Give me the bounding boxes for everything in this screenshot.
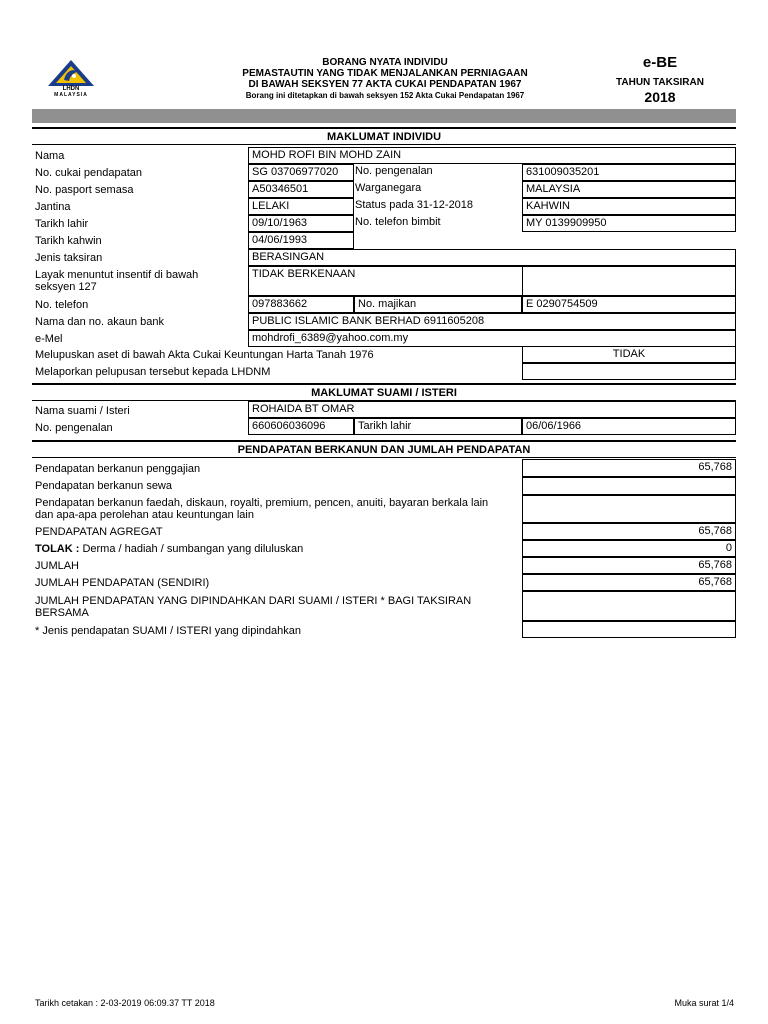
income-label-tolak	[35, 543, 303, 555]
income-value	[522, 477, 736, 495]
income-value: 65,768	[522, 557, 736, 574]
field-lapor	[522, 363, 736, 380]
income-label: Pendapatan berkanun penggajian	[35, 463, 201, 475]
logo-text: LHDN	[62, 86, 80, 92]
field-bank: PUBLIC ISLAMIC BANK BERHAD 6911605208	[248, 313, 736, 330]
label-pengenalan-suami: No. pengenalan	[35, 422, 113, 434]
field-status: KAHWIN	[522, 198, 736, 215]
section-title-suami: MAKLUMAT SUAMI / ISTERI	[311, 387, 457, 399]
income-label-2: BERSAMA	[35, 607, 89, 619]
income-label: * Jenis pendapatan SUAMI / ISTERI yang dipindahkan	[35, 625, 301, 637]
field-lahir: 09/10/1963	[248, 215, 354, 232]
label-bank: Nama dan no. akaun bank	[35, 316, 165, 328]
form-subtitle-2: DI BAWAH SEKSYEN 77 AKTA CUKAI PENDAPATAN 1967	[248, 79, 522, 90]
label-warganegara: Warganegara	[355, 182, 422, 194]
year-label: TAHUN TAKSIRAN	[616, 77, 704, 88]
income-value: 65,768	[522, 523, 736, 540]
label-emel: e-Mel	[35, 333, 63, 345]
income-label: PENDAPATAN AGREGAT	[35, 526, 163, 538]
field-pasport: A50346501	[248, 181, 354, 198]
field-lahir-suami: 06/06/1966	[522, 418, 736, 435]
label-telefon: No. telefon	[35, 299, 89, 311]
print-date: Tarikh cetakan : 2-03-2019 06:09.37 TT 2018	[35, 998, 215, 1008]
field-telefon: 097883662	[248, 296, 354, 313]
section-rule	[32, 144, 736, 145]
label-nama: Nama	[35, 150, 65, 162]
field-cukai: SG 03706977020	[248, 164, 354, 181]
assessment-year: 2018	[644, 89, 676, 105]
section-rule	[32, 440, 736, 442]
income-value	[522, 621, 736, 638]
income-value	[522, 495, 736, 523]
field-majikan: E 0290754509	[522, 296, 736, 313]
field-pengenalan-suami: 660606036096	[248, 418, 354, 435]
income-label-2: dan apa-apa perolehan atau keuntungan lain	[35, 509, 254, 521]
field-nama: MOHD ROFI BIN MOHD ZAIN	[248, 147, 736, 164]
label-pengenalan: No. pengenalan	[355, 165, 433, 177]
field-aset: TIDAK	[522, 346, 736, 363]
section-rule	[32, 127, 736, 129]
field-bimbit: MY 0139909950	[522, 215, 736, 232]
field-taksiran: BERASINGAN	[248, 249, 736, 266]
income-label: Pendapatan berkanun sewa	[35, 480, 172, 492]
income-label: Pendapatan berkanun faedah, diskaun, royalti, premium, pencen, anuiti, bayaran berkala lain	[35, 497, 489, 509]
label-bimbit: No. telefon bimbit	[355, 216, 441, 228]
label-insentif-2: seksyen 127	[35, 281, 97, 293]
field-insentif: TIDAK BERKENAAN	[248, 266, 736, 296]
income-label: JUMLAH PENDAPATAN (SENDIRI)	[35, 577, 210, 589]
label-lahir-suami: Tarikh lahir	[354, 418, 522, 435]
label-status: Status pada 31-12-2018	[355, 199, 474, 211]
divider	[522, 266, 523, 296]
section-title-individu: MAKLUMAT INDIVIDU	[326, 131, 442, 143]
label-lapor: Melaporkan pelupusan tersebut kepada LHDNM	[35, 366, 271, 378]
income-value: 0	[522, 540, 736, 557]
field-warganegara: MALAYSIA	[522, 181, 736, 198]
tolak-text: Derma / hadiah / sumbangan yang diluluskan	[79, 543, 304, 555]
income-label: JUMLAH PENDAPATAN YANG DIPINDAHKAN DARI SUAMI / ISTERI * BAGI TAKSIRAN	[35, 595, 472, 607]
field-emel: mohdrofi_6389@yahoo.com.my	[248, 330, 736, 347]
label-cukai: No. cukai pendapatan	[35, 167, 143, 179]
label-kahwin: Tarikh kahwin	[35, 235, 102, 247]
section-title-pendapatan: PENDAPATAN BERKANUN DAN JUMLAH PENDAPATAN	[237, 444, 531, 456]
label-jantina: Jantina	[35, 201, 71, 213]
form-subtitle-3: Borang ini ditetapkan di bawah seksyen 152 Akta Cukai Pendapatan 1967	[245, 91, 525, 100]
label-majikan: No. majikan	[354, 296, 522, 313]
form-title: BORANG NYATA INDIVIDU	[322, 57, 448, 68]
income-value: 65,768	[522, 459, 736, 477]
header-bar	[32, 109, 736, 123]
lhdn-logo	[44, 58, 98, 98]
label-taksiran: Jenis taksiran	[35, 252, 103, 264]
page-number: Muka surat 1/4	[674, 998, 734, 1008]
income-value: 65,768	[522, 574, 736, 591]
label-insentif: Layak menuntut insentif di bawah	[35, 269, 199, 281]
logo-subtext: MALAYSIA	[54, 92, 88, 98]
form-code: e-BE	[642, 54, 678, 71]
income-label: JUMLAH	[35, 560, 80, 572]
label-aset: Melupuskan aset di bawah Akta Cukai Keuntungan Harta Tanah 1976	[35, 349, 374, 361]
section-rule	[32, 383, 736, 385]
field-jantina: LELAKI	[248, 198, 354, 215]
label-lahir: Tarikh lahir	[35, 218, 89, 230]
field-pengenalan: 631009035201	[522, 164, 736, 181]
form-subtitle-1: PEMASTAUTIN YANG TIDAK MENJALANKAN PERNIAGAAN	[242, 68, 528, 79]
section-rule	[32, 457, 736, 458]
field-kahwin: 04/06/1993	[248, 232, 354, 249]
income-value	[522, 591, 736, 621]
field-nama-suami: ROHAIDA BT OMAR	[248, 401, 736, 418]
tolak-label: TOLAK :	[35, 543, 80, 555]
label-nama-suami: Nama suami / Isteri	[35, 405, 130, 417]
label-pasport: No. pasport semasa	[35, 184, 134, 196]
